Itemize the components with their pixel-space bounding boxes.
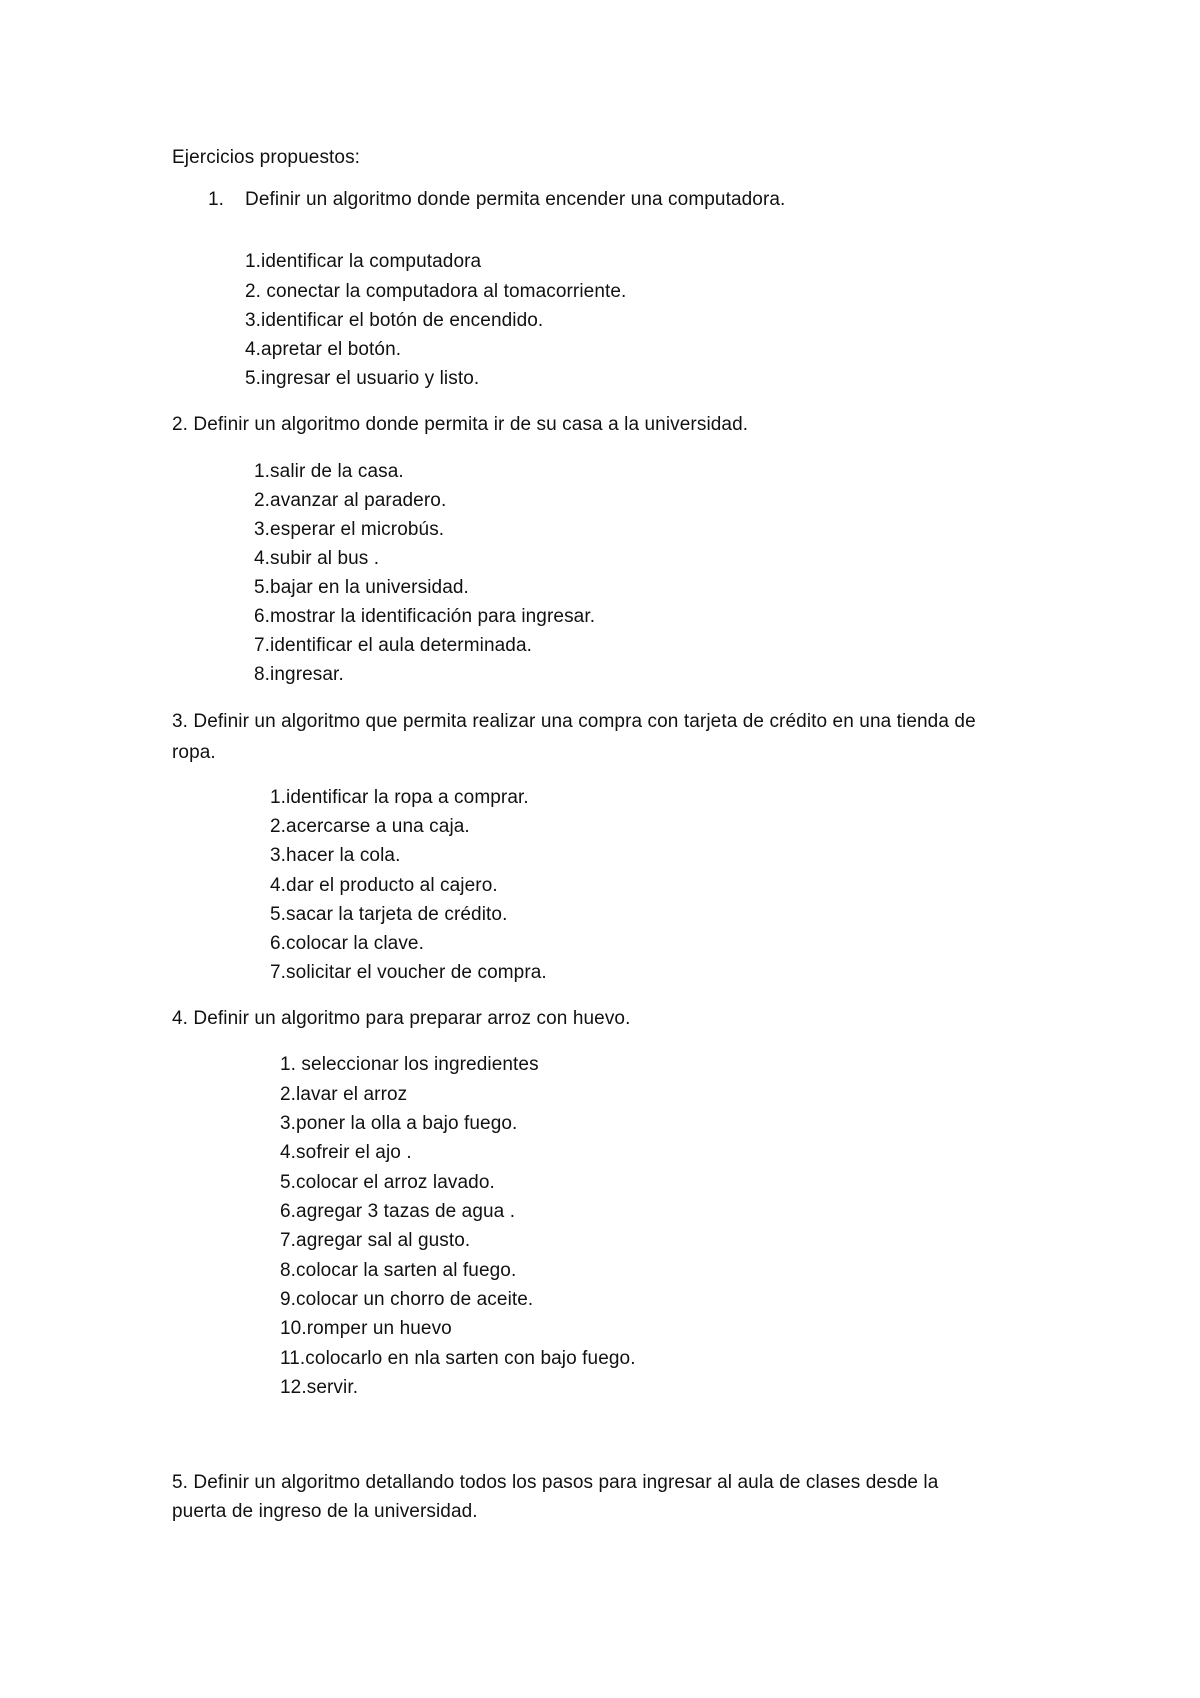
question-4-step: 4.sofreir el ajo . (280, 1142, 412, 1163)
question-3-step: 2.acercarse a una caja. (270, 816, 470, 837)
question-2-step: 6.mostrar la identificación para ingresar. (254, 606, 596, 627)
question-2-step: 5.bajar en la universidad. (254, 577, 469, 598)
question-2-step: 4.subir al bus . (254, 548, 380, 569)
question-2-step: 2.avanzar al paradero. (254, 490, 447, 511)
question-3-step: 3.hacer la cola. (270, 845, 401, 866)
question-3-text-continued: ropa. (172, 742, 216, 763)
question-3-step: 4.dar el producto al cajero. (270, 875, 498, 896)
question-2-text: 2. Definir un algoritmo donde permita ir de su casa a la universidad. (172, 414, 749, 435)
question-4-step: 7.agregar sal al gusto. (280, 1230, 471, 1251)
question-3-step: 7.solicitar el voucher de compra. (270, 962, 547, 983)
question-5-text: 5. Definir un algoritmo detallando todos los pasos para ingresar al aula de clases desde la (172, 1472, 939, 1493)
question-3-step: 1.identificar la ropa a comprar. (270, 787, 529, 808)
question-3-step: 6.colocar la clave. (270, 933, 424, 954)
question-1-step: 2. conectar la computadora al tomacorriente. (245, 281, 627, 302)
question-5-text-continued: puerta de ingreso de la universidad. (172, 1501, 478, 1522)
question-4-text: 4. Definir un algoritmo para preparar arroz con huevo. (172, 1008, 631, 1029)
question-4-step: 8.colocar la sarten al fuego. (280, 1260, 517, 1281)
question-1-number: 1. (208, 189, 225, 210)
document-heading: Ejercicios propuestos: (172, 147, 361, 168)
question-2-step: 3.esperar el microbús. (254, 519, 445, 540)
question-1-step: 3.identificar el botón de encendido. (245, 310, 544, 331)
question-4-step: 6.agregar 3 tazas de agua . (280, 1201, 516, 1222)
question-1-step: 1.identificar la computadora (245, 251, 482, 272)
question-1-step: 4.apretar el botón. (245, 339, 402, 360)
question-3-text: 3. Definir un algoritmo que permita realizar una compra con tarjeta de crédito en una tienda de (172, 711, 976, 732)
question-4-step: 10.romper un huevo (280, 1318, 452, 1339)
question-2-step: 8.ingresar. (254, 664, 344, 685)
question-4-step: 5.colocar el arroz lavado. (280, 1172, 495, 1193)
question-4-step: 12.servir. (280, 1377, 359, 1398)
question-4-step: 9.colocar un chorro de aceite. (280, 1289, 534, 1310)
question-1-step: 5.ingresar el usuario y listo. (245, 368, 480, 389)
question-4-step: 11.colocarlo en nla sarten con bajo fuego. (280, 1348, 636, 1369)
question-4-step: 3.poner la olla a bajo fuego. (280, 1113, 518, 1134)
question-2-step: 1.salir de la casa. (254, 461, 404, 482)
question-4-step: 2.lavar el arroz (280, 1084, 408, 1105)
question-4-step: 1. seleccionar los ingredientes (280, 1054, 539, 1075)
question-2-step: 7.identificar el aula determinada. (254, 635, 533, 656)
question-1-text: Definir un algoritmo donde permita encender una computadora. (245, 189, 786, 210)
question-3-step: 5.sacar la tarjeta de crédito. (270, 904, 508, 925)
